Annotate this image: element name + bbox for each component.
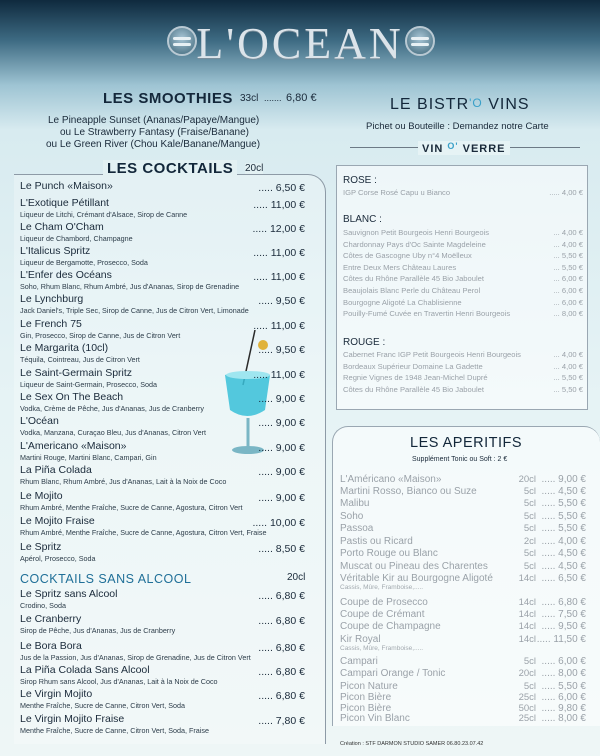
cocktail-name: L'Enfer des Océans	[20, 269, 112, 281]
sans-alcool-price: ..... 6,80 €	[258, 590, 305, 602]
cocktail-name: Le Cham O'Cham	[20, 221, 104, 233]
sans-alcool-desc: Sirop de Pêche, Jus d'Ananas, Jus de Cranberry	[20, 626, 176, 635]
cocktail-row	[20, 197, 305, 221]
cocktail-desc: Martini Rouge, Martini Blanc, Campari, Gin	[20, 453, 157, 462]
cocktail-desc: Téquila, Cointreau, Jus de Citron Vert	[20, 355, 140, 364]
vin-verre-title: VIN $^{O'}$ VERRE	[418, 141, 510, 155]
sans-alcool-price: ..... 6,80 €	[258, 615, 305, 627]
cocktail-row	[20, 221, 305, 245]
cocktail-desc: Rhum Ambré, Menthe Fraîche, Sucre de Canne, Agostura, Citron Vert, Fraise	[20, 528, 267, 537]
sans-alcool-name: Le Virgin Mojito	[20, 688, 93, 700]
cocktail-name: Le Punch «Maison»	[20, 180, 113, 192]
wine-blanc-title: BLANC :	[343, 214, 382, 225]
wine-rouge-title: ROUGE :	[343, 337, 386, 348]
aperitif-panel	[332, 426, 600, 726]
cocktails-volume: 20cl	[245, 163, 264, 174]
cocktail-price: ..... 6,50 €	[258, 182, 305, 194]
sans-alcool-name: Le Spritz sans Alcool	[20, 588, 118, 600]
smoothies-line: ou Le Green River (Chou Kale/Banane/Mangue)	[46, 139, 261, 150]
cocktail-row	[20, 318, 305, 342]
cocktail-price: ..... 12,00 €	[252, 223, 305, 235]
brand-title: L'OCEAN	[196, 19, 404, 68]
sans-alcool-title: COCKTAILS SANS ALCOOL	[20, 572, 192, 586]
cocktail-row	[20, 391, 305, 415]
sans-alcool-volume: 20cl	[287, 572, 306, 583]
smoothies-dots: .......	[264, 93, 282, 103]
cocktail-name: L'Exotique Pétillant	[20, 197, 109, 209]
sans-alcool-price: ..... 6,80 €	[258, 642, 305, 654]
sans-alcool-desc: Menthe Fraîche, Sucre de Canne, Citron Vert, Soda, Fraise	[20, 726, 209, 735]
sans-alcool-row	[20, 688, 305, 712]
cocktail-row	[20, 541, 305, 565]
cocktail-desc: Gin, Prosecco, Sirop de Canne, Jus de Citron Vert	[20, 331, 181, 340]
cocktail-desc: Liqueur de Chambord, Champagne	[20, 234, 133, 243]
cocktail-price: ..... 11,00 €	[253, 247, 305, 259]
smoothies-volume: 33cl	[240, 93, 259, 104]
smoothies-title: LES SMOOTHIES	[103, 90, 233, 107]
cocktail-desc: Vodka, Crème de Pêche, Jus d'Ananas, Jus de Cranberry	[20, 404, 204, 413]
cocktail-name: Le Mojito	[20, 490, 63, 502]
sans-alcool-row	[20, 640, 305, 664]
cocktail-row	[20, 342, 305, 366]
cocktail-price: ..... 9,00 €	[258, 492, 305, 504]
credit-text: Création : STF DARMON STUDIO SAMER 06.80.23.07.42	[340, 741, 484, 747]
cocktail-row	[20, 415, 305, 439]
cocktail-price: ..... 9,00 €	[258, 442, 305, 454]
sans-alcool-price: ..... 6,80 €	[258, 690, 305, 702]
cocktail-name: Le Saint-Germain Spritz	[20, 367, 133, 379]
sans-alcool-row	[20, 664, 305, 688]
cocktail-row	[20, 245, 305, 269]
smoothies-price: 6,80 €	[286, 92, 317, 104]
sans-alcool-desc: Crodino, Soda	[20, 601, 66, 610]
cocktail-name: L'Océan	[20, 415, 59, 427]
cocktail-name: Le Spritz	[20, 541, 62, 553]
sans-alcool-desc: Menthe Fraîche, Sucre de Canne, Citron Vert, Soda	[20, 701, 186, 710]
cocktail-row	[20, 293, 305, 317]
cocktail-name: Le Sex On The Beach	[20, 391, 124, 403]
cocktail-row	[20, 490, 305, 514]
sans-alcool-name: Le Bora Bora	[20, 640, 82, 652]
cocktail-desc: Soho, Rhum Blanc, Rhum Ambré, Jus d'Ananas, Sirop de Grenadine	[20, 282, 240, 291]
cocktail-desc: Rhum Blanc, Rhum Ambré, Jus d'Ananas, Lait à la Noix de Coco	[20, 477, 227, 486]
cocktail-desc: Jack Daniel's, Triple Sec, Sirop de Canne, Jus de Citron Vert, Limonade	[20, 306, 249, 315]
cocktail-name: Le Margarita (10cl)	[20, 342, 109, 354]
sans-alcool-name: La Piña Colada Sans Alcool	[20, 664, 150, 676]
cocktail-price: ..... 11,00 €	[253, 369, 305, 381]
cocktail-name: Le Mojito Fraise	[20, 515, 95, 527]
cocktail-price: ..... 11,00 €	[253, 271, 305, 283]
cocktail-desc: Vodka, Manzana, Curaçao Bleu, Jus d'Ananas, Citron Vert	[20, 428, 206, 437]
cocktail-name: L'Americano «Maison»	[20, 440, 127, 452]
aperitifs-title: LES APERITIFS	[410, 435, 523, 451]
cocktail-row	[20, 440, 305, 464]
cocktail-desc: Rhum Ambré, Menthe Fraîche, Sucre de Canne, Agostura, Citron Vert	[20, 503, 243, 512]
cocktail-price: ..... 8,50 €	[258, 543, 305, 555]
cocktail-price: ..... 9,00 €	[258, 466, 305, 478]
cocktail-name: Le Lynchburg	[20, 293, 84, 305]
smoothies-line: Le Pineapple Sunset (Ananas/Papaye/Mangue)	[48, 115, 260, 126]
cocktail-price: ..... 11,00 €	[253, 199, 305, 211]
cocktails-title: LES COCKTAILS	[103, 160, 237, 177]
header	[0, 0, 600, 80]
sans-alcool-name: Le Virgin Mojito Fraise	[20, 713, 125, 725]
bistro-title: LE BISTR'O VINS	[390, 96, 530, 113]
cocktail-desc: Liqueur de Litchi, Crémant d'Alsace, Sirop de Canne	[20, 210, 188, 219]
cocktail-price: ..... 9,00 €	[258, 393, 305, 405]
sans-alcool-desc: Sirop Rhum sans Alcool, Jus d'Ananas, Lait à la Noix de Coco	[20, 677, 218, 686]
aperitifs-subtitle: Supplément Tonic ou Soft : 2 €	[412, 456, 508, 463]
bistro-subtitle: Pichet ou Bouteille : Demandez notre Carte	[366, 121, 549, 132]
sans-alcool-price: ..... 7,80 €	[258, 715, 305, 727]
cocktail-name: L'Italicus Spritz	[20, 245, 91, 257]
cocktail-desc: Liqueur de Saint-Germain, Prosecco, Soda	[20, 380, 158, 389]
cocktail-name: Le French 75	[20, 318, 82, 330]
cocktail-desc: Apérol, Prosecco, Soda	[20, 554, 96, 563]
cocktail-row	[20, 269, 305, 293]
cocktail-row	[20, 515, 305, 539]
cocktail-row	[20, 464, 305, 488]
cocktail-price: ..... 9,50 €	[258, 295, 305, 307]
wine-rose-title: ROSE :	[343, 175, 377, 186]
cocktail-price: ..... 9,50 €	[258, 344, 305, 356]
sans-alcool-price: ..... 6,80 €	[258, 666, 305, 678]
cocktail-price: ..... 11,00 €	[253, 320, 305, 332]
cocktail-price: ..... 10,00 €	[252, 517, 305, 529]
sans-alcool-name: Le Cranberry	[20, 613, 82, 625]
cocktail-row	[20, 367, 305, 391]
sans-alcool-row	[20, 588, 305, 612]
cocktail-price: ..... 9,00 €	[258, 417, 305, 429]
sans-alcool-row	[20, 613, 305, 637]
sans-alcool-row	[20, 713, 305, 737]
cocktail-desc: Liqueur de Bergamotte, Prosecco, Soda	[20, 258, 148, 267]
cocktail-name: La Piña Colada	[20, 464, 92, 476]
smoothies-line: ou Le Strawberry Fantasy (Fraise/Banane)	[60, 127, 249, 138]
wine-panel	[336, 165, 588, 410]
sans-alcool-desc: Jus de la Passion, Jus d'Ananas, Sirop de Grenadine, Jus de Citron Vert	[20, 653, 251, 662]
